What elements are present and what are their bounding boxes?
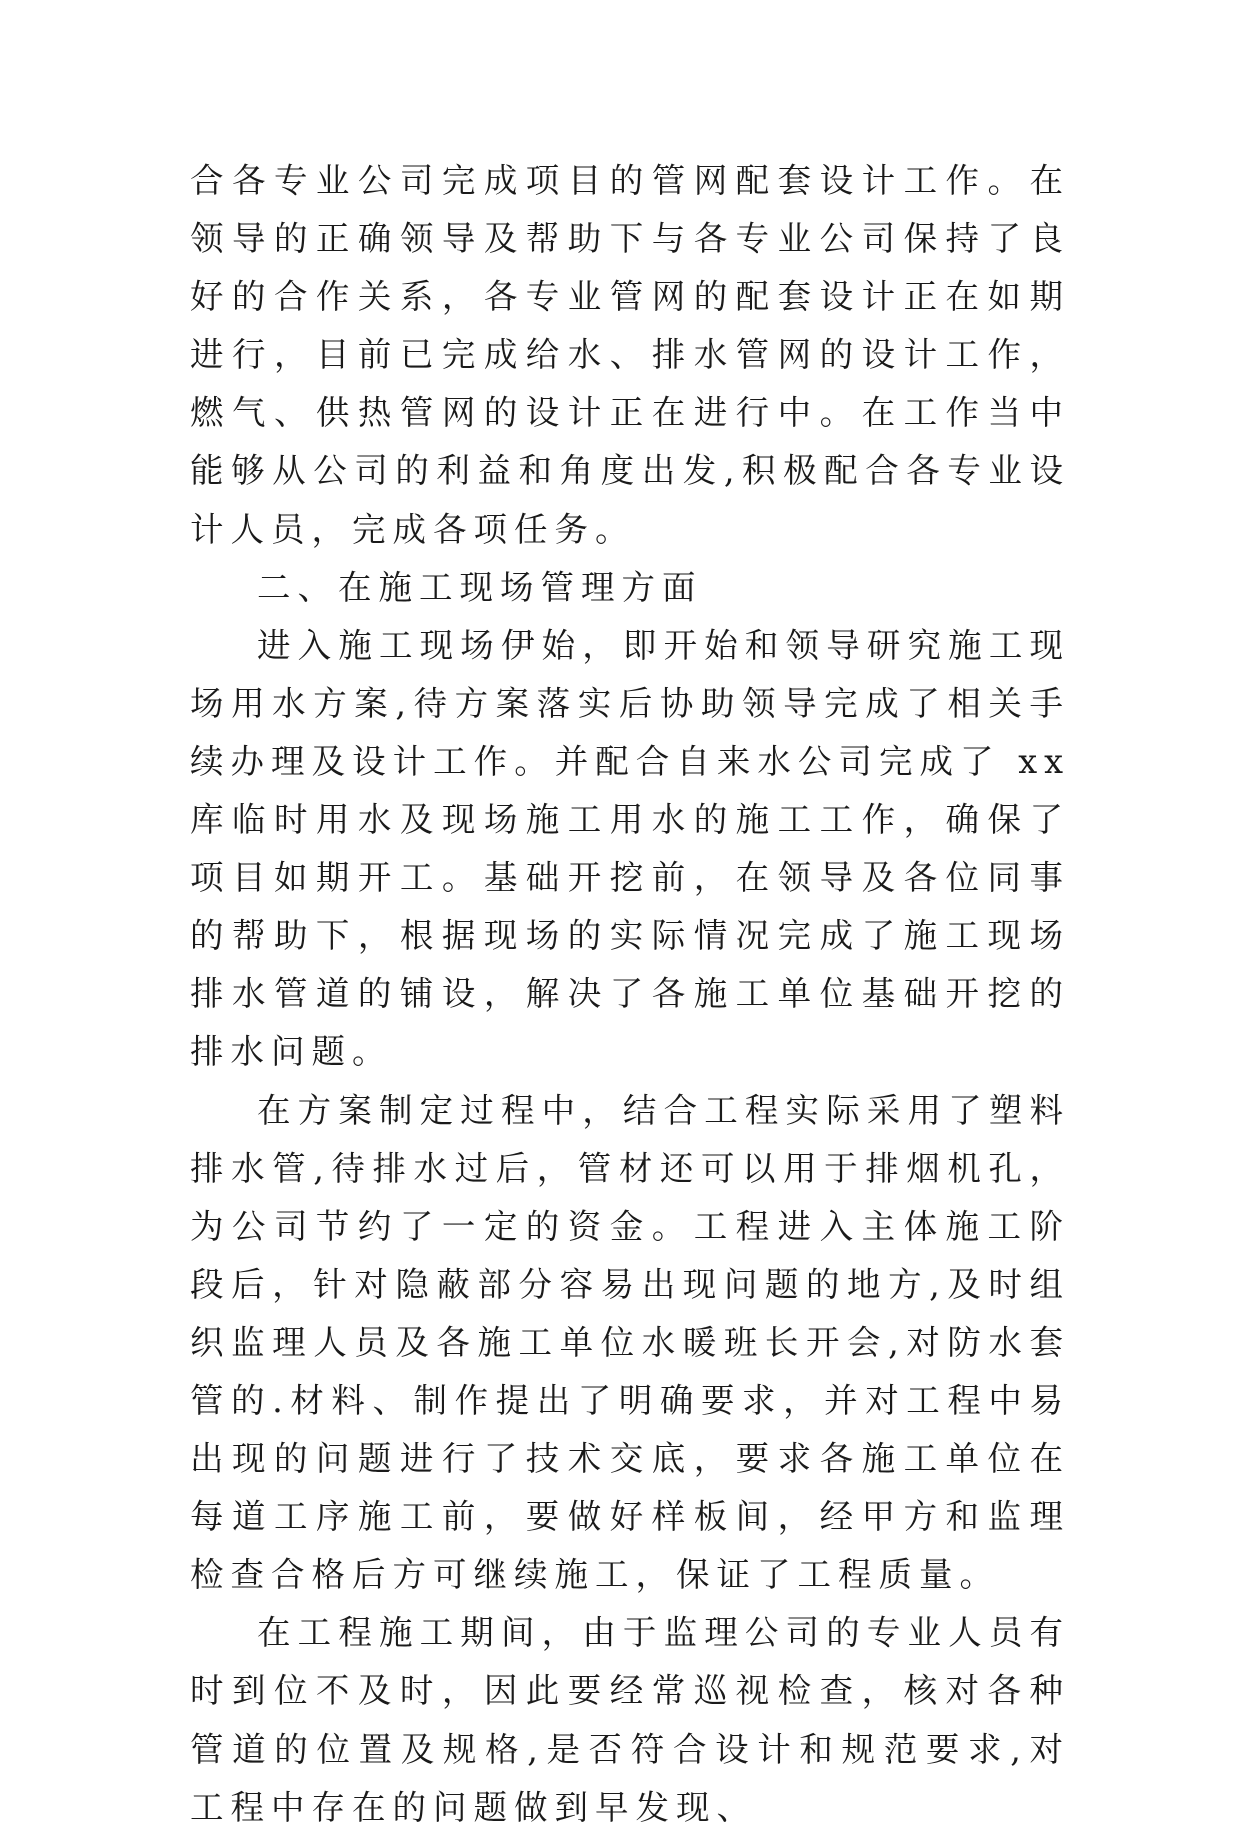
document-page: [190, 152, 1070, 1837]
paragraph-site-water-plan: 进入施工现场伊始，即开始和领导研究施工现场用水方案,待方案落实后协助领导完成了相关手续办理及设计工作。并配合自来水公司完成了 xx 库临时用水及现场施工用水的施工工作，确保了项目如期开工。基础开挖前，在领导及各位同事的帮助下，根据现场的实际情况完成了施工现场排水管道的铺设，解决了各施工单位基础开挖的排水问题。: [190, 625, 1070, 1072]
section-heading-site-management: 二、在施工现场管理方面: [257, 567, 703, 607]
paragraph-design-coordination: 合各专业公司完成项目的管网配套设计工作。在领导的正确领导及帮助下与各专业公司保持了良好的合作关系，各专业管网的配套设计正在如期进行，目前已完成给水、排水管网的设计工作，燃气、供热管网的设计正在进行中。在工作当中能够从公司的利益和角度出发,积极配合各专业设计人员，完成各项任务。: [190, 161, 1070, 549]
paragraph-drainage-pipe-plan: 在方案制定过程中，结合工程实际采用了塑料排水管,待排水过后，管材还可以用于排烟机孔，为公司节约了一定的资金。工程进入主体施工阶段后，针对隐蔽部分容易出现问题的地方,及时组织监理人员及各施工单位水暖班长开会,对防水套管的.材料、制作提出了明确要求，并对工程中易出现的问题进行了技术交底，要求各施工单位在每道工序施工前，要做好样板间，经甲方和监理检查合格后方可继续施工，保证了工程质量。: [190, 1090, 1070, 1595]
paragraph-inspection: 在工程施工期间，由于监理公司的专业人员有时到位不及时，因此要经常巡视检查，核对各种管道的位置及规格,是否符合设计和规范要求,对工程中存在的问题做到早发现、: [190, 1613, 1070, 1827]
